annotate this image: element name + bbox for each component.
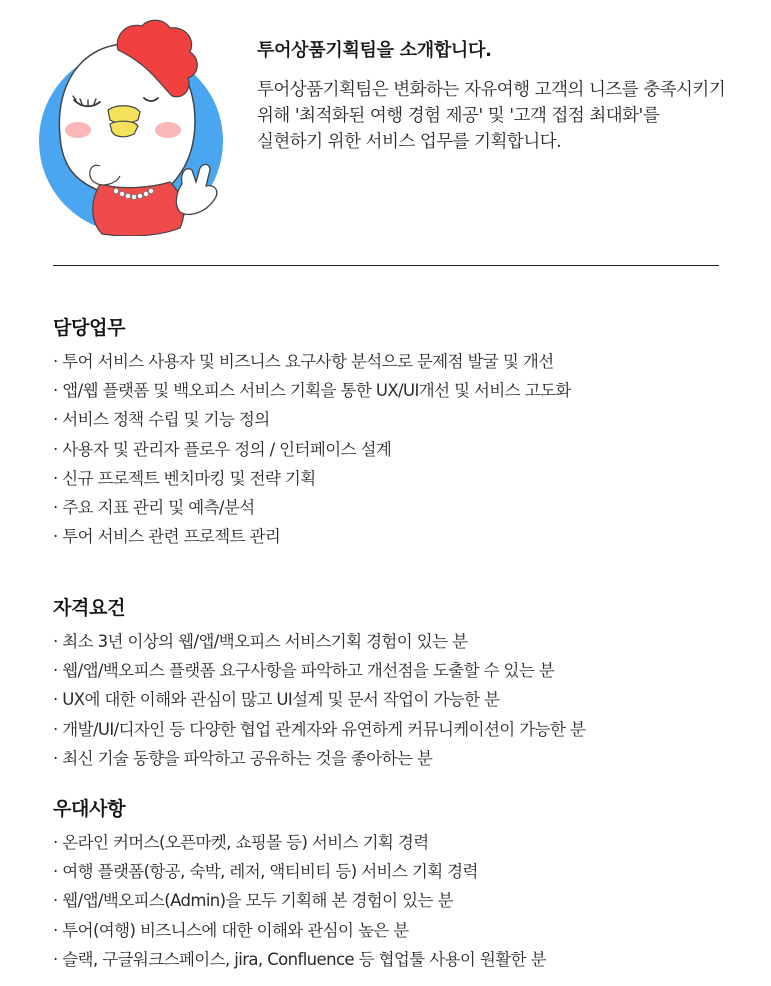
list-item: · 사용자 및 관리자 플로우 정의 / 인터페이스 설계 <box>53 439 392 459</box>
duties-list <box>53 347 753 551</box>
list-item: · UX에 대한 이해와 관심이 많고 UI설계 및 문서 작업이 가능한 분 <box>53 690 500 710</box>
list-item: · 온라인 커머스(오픈마켓, 쇼핑몰 등) 서비스 기획 경력 <box>53 833 429 852</box>
list-item: · 투어(여행) 비즈니스에 대한 이해와 관심이 높은 분 <box>53 920 409 940</box>
qualifications-section <box>53 593 753 773</box>
divider <box>53 265 719 266</box>
preferences-section <box>53 794 753 974</box>
list-item: · 투어 서비스 관련 프로젝트 관리 <box>53 527 281 547</box>
intro-body: 투어상품기획팀은 변화하는 자유여행 고객의 니즈를 충족시키기 위해 '최적화된 여행 경험 제공' 및 '고객 접점 최대화'를 실현하기 위한 서비스 업무를 기획합니다. <box>257 80 726 152</box>
list-item: · 최신 기술 동향을 파악하고 공유하는 것을 좋아하는 분 <box>53 748 433 768</box>
list-item: · 웹/앱/백오피스(Admin)을 모두 기획해 본 경험이 있는 분 <box>53 891 453 911</box>
duties-heading: 담당업무 <box>53 317 126 339</box>
list-item: · 신규 프로젝트 벤치마킹 및 전략 기획 <box>53 468 316 488</box>
intro-title: 투어상품기획팀을 소개합니다. <box>257 40 492 61</box>
list-item: · 앱/웹 플랫폼 및 백오피스 서비스 기획을 통한 UX/UI개선 및 서비스 고도화 <box>53 381 571 401</box>
list-item: · 주요 지표 관리 및 예측/분석 <box>53 498 255 518</box>
qualifications-heading: 자격요건 <box>53 597 126 619</box>
list-item: · 웹/앱/백오피스 플랫폼 요구사항을 파악하고 개선점을 도출할 수 있는 분 <box>53 661 555 681</box>
chicken-mascot-illustration <box>30 16 230 236</box>
intro-section <box>257 36 727 155</box>
list-item: · 개발/UI/디자인 등 다양한 협업 관계자와 유연하게 커뮤니케이션이 가능한 분 <box>53 719 586 739</box>
list-item: · 서비스 정책 수립 및 기능 정의 <box>53 410 270 430</box>
qualifications-list <box>53 627 753 773</box>
duties-section <box>53 313 753 551</box>
list-item: · 슬랙, 구글워크스페이스, jira, Confluence 등 협업툴 사용이 원활한 분 <box>53 949 546 969</box>
preferences-heading: 우대사항 <box>53 798 126 820</box>
list-item: · 여행 플랫폼(항공, 숙박, 레저, 액티비티 등) 서비스 기획 경력 <box>53 862 478 882</box>
list-item: · 최소 3년 이상의 웹/앱/백오피스 서비스기획 경험이 있는 분 <box>53 632 468 651</box>
list-item: · 투어 서비스 사용자 및 비즈니스 요구사항 분석으로 문제점 발굴 및 개선 <box>53 352 554 371</box>
preferences-list <box>53 828 753 974</box>
